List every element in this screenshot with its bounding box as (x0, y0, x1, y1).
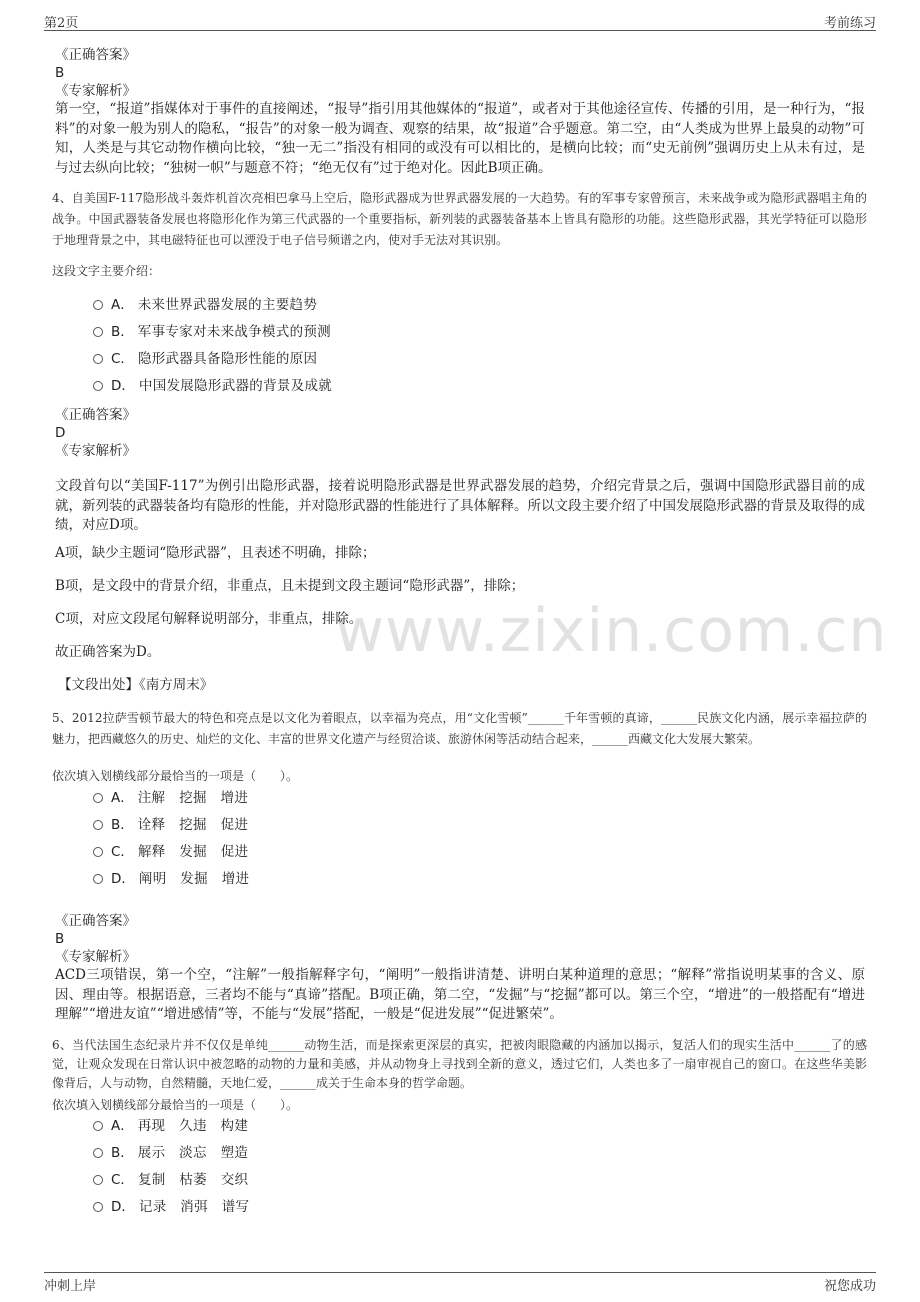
radio-icon[interactable] (93, 327, 103, 337)
radio-icon[interactable] (93, 1148, 103, 1158)
q4-options (93, 292, 332, 400)
q5-option-c[interactable]: C． 解释 发掘 促进 (93, 839, 249, 866)
q4-option-c[interactable]: C． 隐形武器具备隐形性能的原因 (93, 346, 332, 373)
q4-point-b: B项，是文段中的背景介绍，非重点，且未提到文段主题词“隐形武器”，排除； (55, 578, 525, 594)
q6-options (93, 1113, 249, 1221)
q4-point-a: A项，缺少主题词“隐形武器”，且表述不明确，排除； (55, 545, 376, 561)
radio-icon[interactable] (93, 354, 103, 364)
q4-answer: D (55, 425, 66, 441)
radio-icon[interactable] (93, 381, 103, 391)
analysis-label: 《专家解析》 (55, 949, 136, 965)
answer-label: 《正确答案》 (55, 913, 136, 929)
q4-option-d[interactable]: D． 中国发展隐形武器的背景及成就 (93, 373, 332, 400)
page-footer (44, 1272, 876, 1292)
q5-option-d[interactable]: D． 阐明 发掘 增进 (93, 866, 249, 893)
q3-analysis: 第一空，“报道”指媒体对于事件的直接阐述，“报导”指引用其他媒体的“报道”，或者对于其他途径宣传、传播的引用，是一种行为，“报料”的对象一般为别人的隐私，“报告”的对象一般为调查、观察的结果，故“报道”合乎题意。第二空，由“人类成为世界上最臭的动物”可知，人类是与其它动物作横向比较，“独一无二”指没有相同的或没有可以相比的，是横向比较；而“史无前例”强调历史上从未有过，是与过去纵向比较；“独树一帜”与题意不符；“绝无仅有”过于绝对化。因此B项正确。 (55, 101, 865, 176)
analysis-label: 《专家解析》 (55, 83, 136, 99)
q6-prompt: 依次填入划横线部分最恰当的一项是（ ）。 (52, 1098, 299, 1112)
q5-option-a[interactable]: A． 注解 挖掘 增进 (93, 785, 249, 812)
q5-answer-block (55, 912, 865, 1025)
radio-icon[interactable] (93, 793, 103, 803)
radio-icon[interactable] (93, 1202, 103, 1212)
watermark: www.zixin.com.cn (335, 596, 888, 666)
radio-icon[interactable] (93, 847, 103, 857)
page-header (44, 12, 876, 31)
q6-option-a[interactable]: A． 再现 久违 构建 (93, 1113, 249, 1140)
q4-conclusion: 故正确答案为D。 (55, 644, 161, 660)
q5-stem: 5、2012拉萨雪顿节最大的特色和亮点是以文化为着眼点，以幸福为亮点，用“文化雪顿”______千年雪顿的真谛，______民族文化内涵，展示幸福拉萨的魅力，把西藏悠久的历史、灿烂的文化、丰富的世界文化遗产与经贸洽谈、旅游休闲等活动结合起来，______西藏文化大发展大繁荣。 (52, 711, 867, 746)
radio-icon[interactable] (93, 1121, 103, 1131)
radio-icon[interactable] (93, 820, 103, 830)
q4-answer-block (55, 406, 865, 460)
q6-option-b[interactable]: B． 展示 淡忘 塑造 (93, 1140, 249, 1167)
q5-option-b[interactable]: B． 诠释 挖掘 促进 (93, 812, 249, 839)
q6-stem: 6、当代法国生态纪录片并不仅仅是单纯______动物生活，而是探索更深层的真实，把被肉眼隐藏的内涵加以揭示，复活人们的现实生活中______了的感觉，让观众发现在日常认识中被忽略的动物的力量和美感，并从动物身上寻找到全新的意义，透过它们，人类也多了一扇审视自己的窗口。在这些华美影像背后，人与动物，自然精髓，天地仁爱，______成关于生命本身的哲学命题。 (52, 1038, 867, 1090)
footer-left-text: 冲刺上岸 (44, 1279, 97, 1294)
radio-icon[interactable] (93, 300, 103, 310)
analysis-label: 《专家解析》 (55, 443, 136, 459)
radio-icon[interactable] (93, 1175, 103, 1185)
q6-option-d[interactable]: D． 记录 消弭 谱写 (93, 1194, 249, 1221)
q4-source: 【文段出处】《南方周末》 (58, 677, 214, 693)
q5-answer: B (55, 931, 65, 947)
q4-option-a[interactable]: A． 未来世界武器发展的主要趋势 (93, 292, 332, 319)
q5-options (93, 785, 249, 893)
answer-label: 《正确答案》 (55, 407, 136, 423)
q5-analysis: ACD三项错误，第一个空，“注解”一般指解释字句，“阐明”一般指讲清楚、讲明白某种道理的意思；“解释”常指说明某事的含义、原因、理由等。根据语意，三者均不能与“真谛”搭配。B项正确，第二空，“发掘”与“挖掘”都可以。第三个空，“增进”的一般搭配有“增进理解”“增进友谊”“增进感情”等，不能与“发展”搭配，一般是“促进发展”“促进繁荣”。 (55, 967, 865, 1022)
page-number: 第2页 (44, 16, 79, 31)
q4-point-c: C项，对应文段尾句解释说明部分，非重点，排除。 (55, 611, 363, 627)
q3-answer-block (55, 46, 865, 178)
q4-analysis: 文段首句以“美国F-117”为例引出隐形武器，接着说明隐形武器是世界武器发展的趋势，介绍完背景之后，强调中国隐形武器目前的成就，新列装的武器装备均有隐形的性能，并对隐形武器的性能进行了具体解释。所以文段主要介绍了中国发展隐形武器的背景及取得的成绩，对应D项。 (55, 478, 865, 533)
q6-option-c[interactable]: C． 复制 枯萎 交织 (93, 1167, 249, 1194)
q4-stem: 4、自美国F-117隐形战斗轰炸机首次亮相巴拿马上空后，隐形武器成为世界武器发展的一大趋势。有的军事专家曾预言，未来战争或为隐形武器唱主角的战争。中国武器装备发展也将隐形化作为第三代武器的一个重要指标，新列装的武器装备基本上皆具有隐形的功能。这些隐形武器，其光学特征可以隐形于地理背景之中，其电磁特征也可以湮没于电子信号频谱之内，使对手无法对其识别。 (52, 191, 867, 247)
q4-option-b[interactable]: B． 军事专家对未来战争模式的预测 (93, 319, 332, 346)
q3-answer: B (55, 65, 65, 81)
answer-label: 《正确答案》 (55, 47, 136, 63)
q5-prompt: 依次填入划横线部分最恰当的一项是（ ）。 (52, 769, 299, 783)
q4-prompt: 这段文字主要介绍： (52, 264, 161, 278)
footer-right-text: 祝您成功 (823, 1279, 876, 1294)
radio-icon[interactable] (93, 874, 103, 884)
header-title: 考前练习 (823, 16, 876, 31)
